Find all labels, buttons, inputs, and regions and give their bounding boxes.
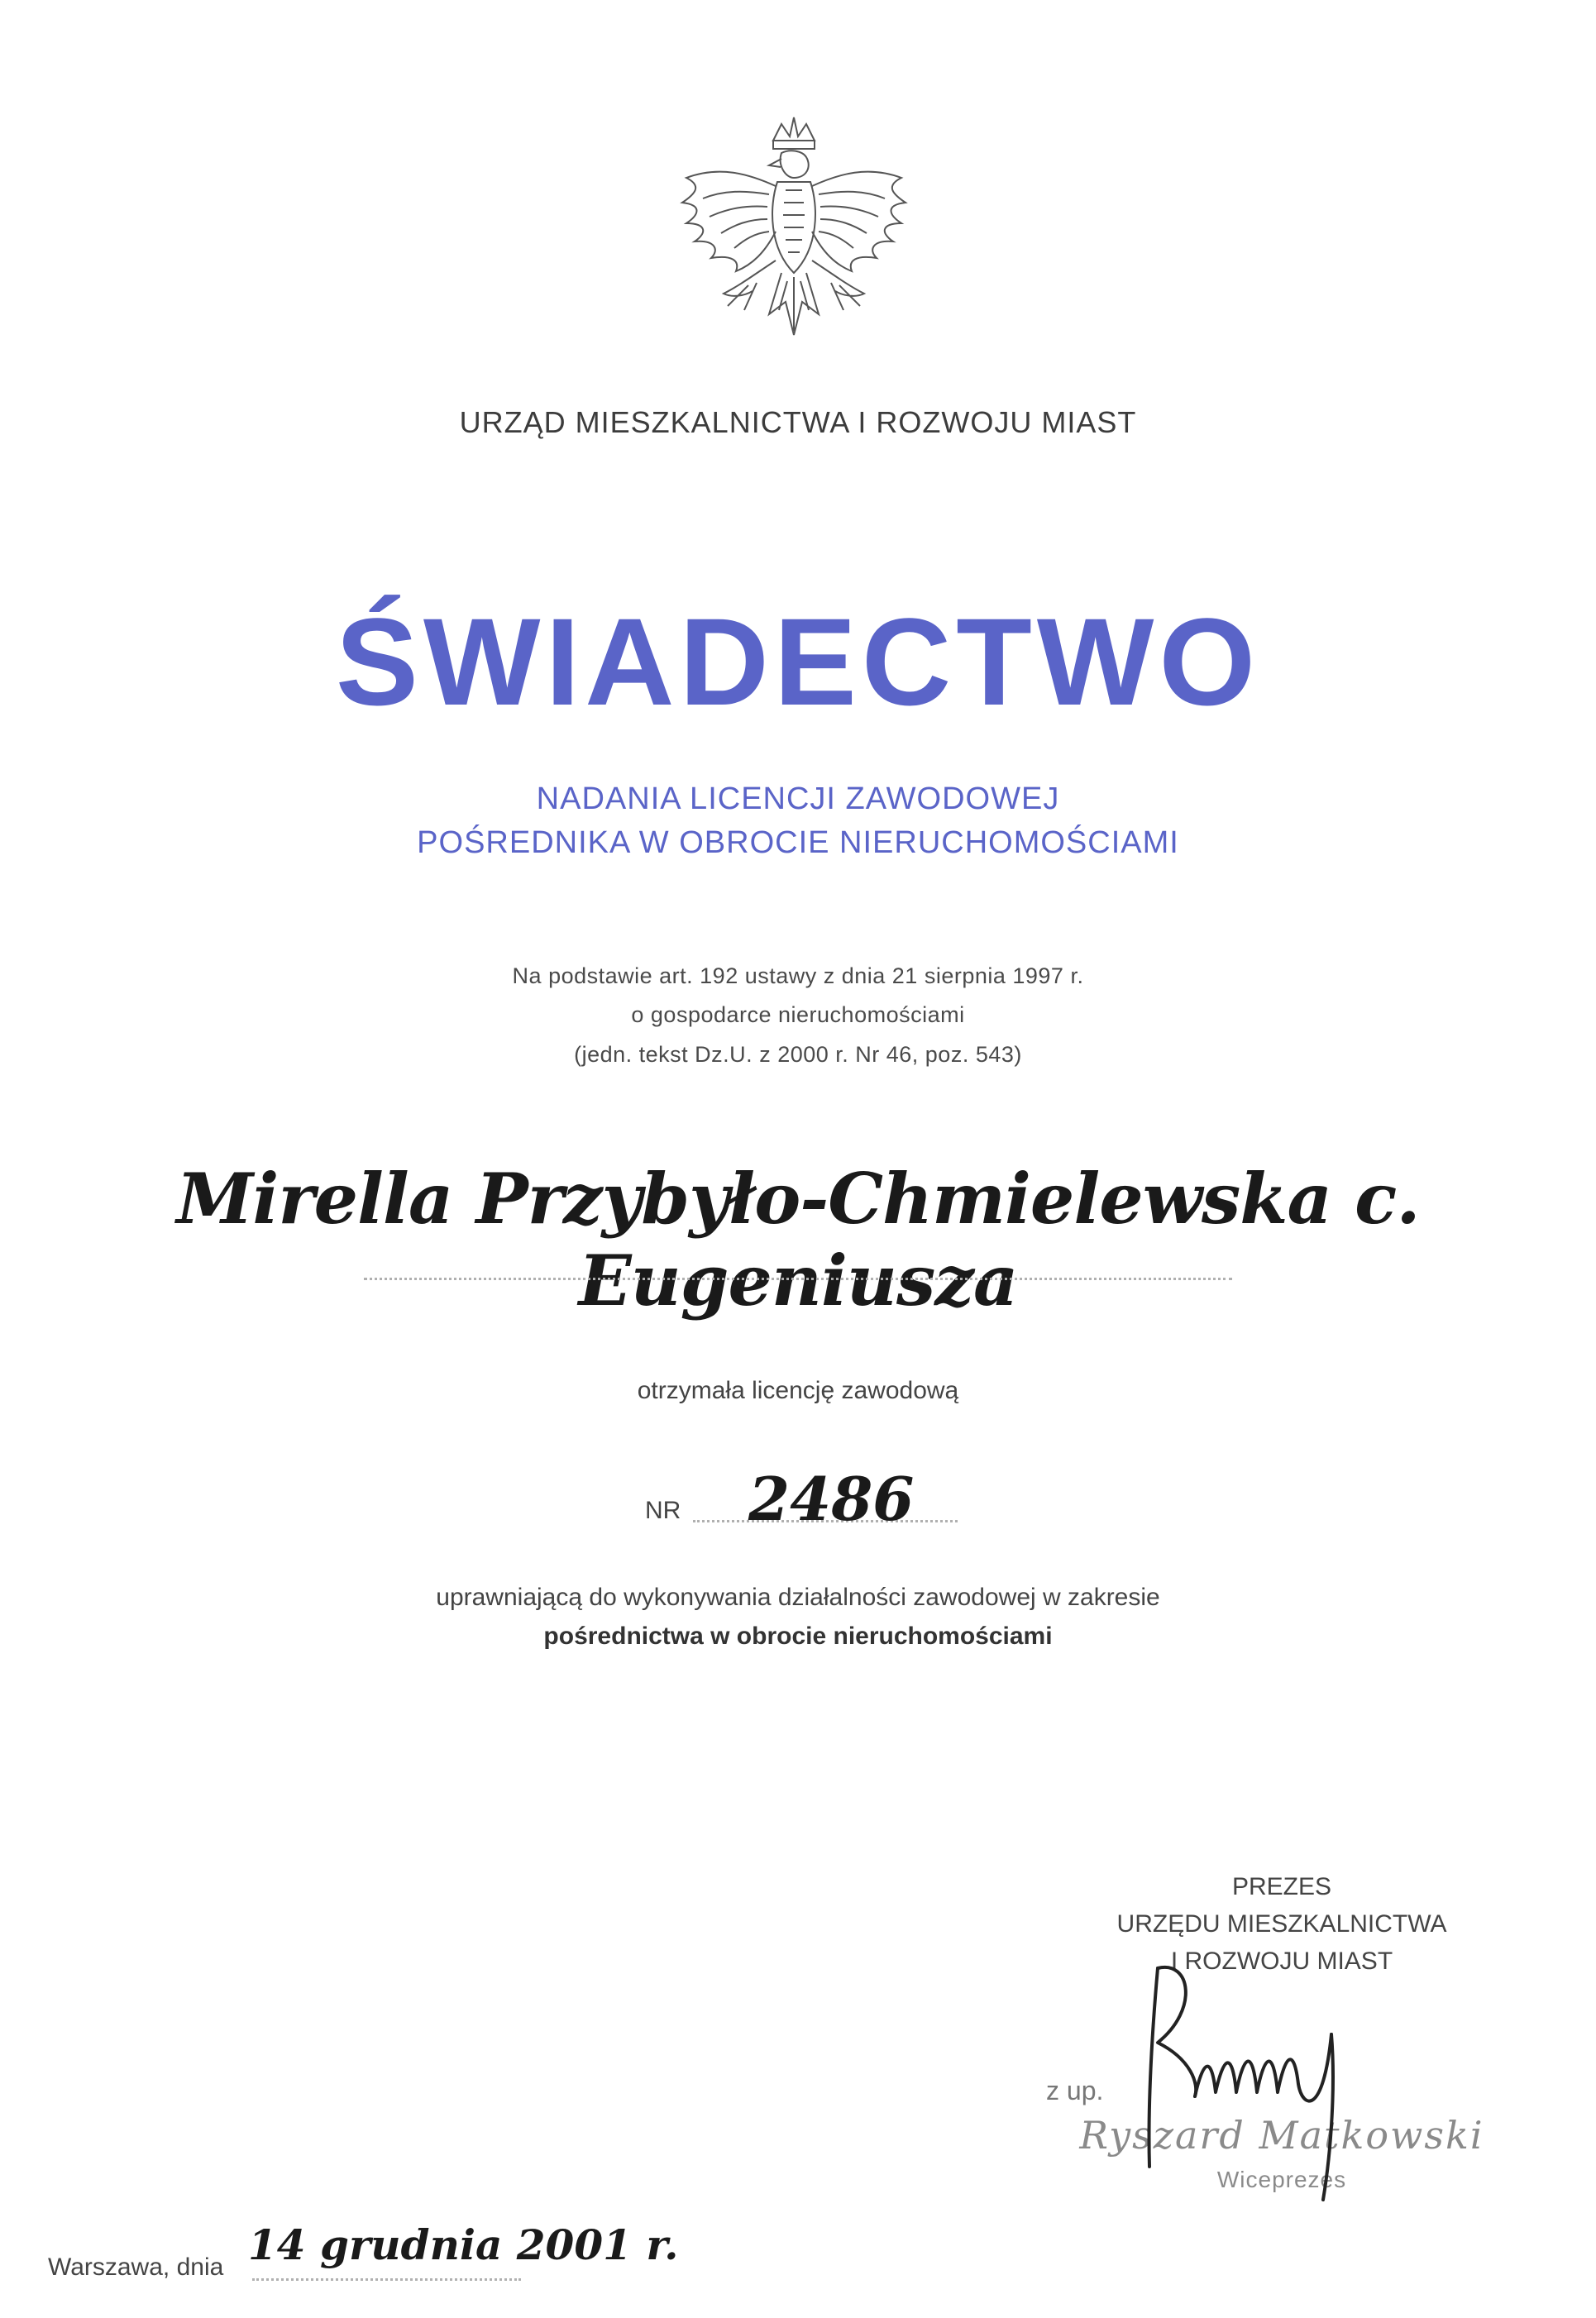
license-number-value: 2486 xyxy=(748,1464,915,1534)
received-license-text: otrzymała licencję zawodową xyxy=(637,1377,959,1404)
license-holder-name: Mirella Przybyło-Chmielewska c. Eugeniusza xyxy=(176,1158,1420,1321)
polish-eagle-emblem-icon xyxy=(670,108,918,372)
signatory-title-line-3: I ROZWOJU MIAST xyxy=(1170,1948,1393,1975)
place-label: Warszawa, dnia xyxy=(48,2253,224,2281)
signatory-title-line-2: URZĘDU MIESZKALNICTWA xyxy=(1116,1910,1447,1938)
legal-basis-line-3: (jedn. tekst Dz.U. z 2000 r. Nr 46, poz. 543) xyxy=(574,1042,1022,1067)
signatory-role-stamp: Wiceprezes xyxy=(1216,2167,1347,2192)
holder-dotted-line xyxy=(364,1278,1232,1280)
date-dotted-line xyxy=(252,2278,521,2281)
license-number-label: NR xyxy=(645,1497,681,1524)
document-title: ŚWIADECTWO xyxy=(335,592,1261,731)
on-behalf-label: z up. xyxy=(1046,2076,1104,2105)
subtitle-line-1: NADANIA LICENCJI ZAWODOWEJ xyxy=(536,781,1060,816)
signatory-title-line-1: PREZES xyxy=(1231,1873,1332,1900)
issue-date-value: 14 grudnia 2001 r. xyxy=(248,2220,679,2269)
subtitle-line-2: POŚREDNIKA W OBROCIE NIERUCHOMOŚCIAMI xyxy=(417,825,1179,860)
scope-line-2: pośrednictwa w obrocie nieruchomościami xyxy=(543,1623,1053,1650)
issuing-office: URZĄD MIESZKALNICTWA I ROZWOJU MIAST xyxy=(459,405,1137,439)
legal-basis-line-1: Na podstawie art. 192 ustawy z dnia 21 sierpnia 1997 r. xyxy=(512,963,1084,988)
scope-line-1: uprawniającą do wykonywania działalności zawodowej w zakresie xyxy=(436,1584,1160,1611)
legal-basis-line-2: o gospodarce nieruchomościami xyxy=(631,1002,965,1027)
signatory-name-stamp: Ryszard Matkowski xyxy=(1079,2113,1484,2158)
handwritten-signature-icon xyxy=(1100,1919,1447,2216)
